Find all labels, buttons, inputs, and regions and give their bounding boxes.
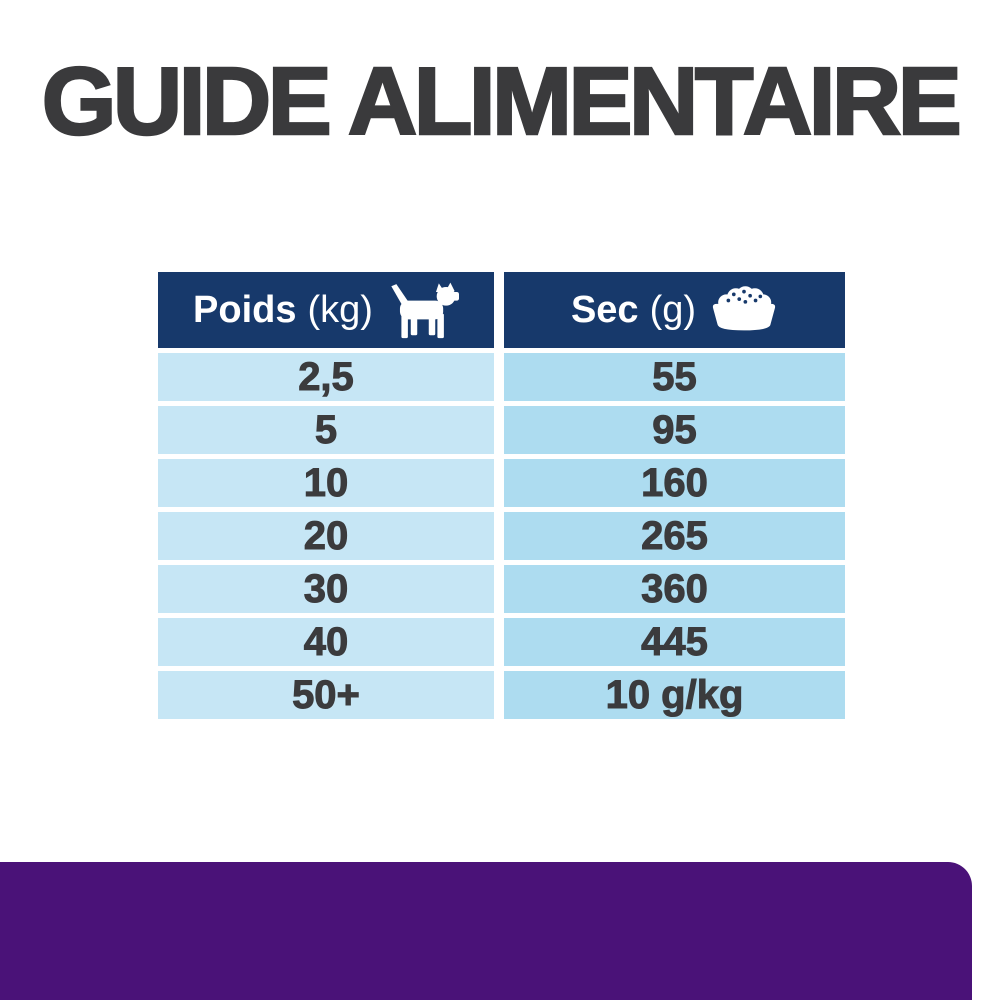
feeding-table — [158, 272, 845, 719]
table-header-poids — [158, 272, 494, 348]
cell-sec-row6: 445 — [504, 618, 845, 666]
cell-poids-row7: 50+ — [158, 671, 494, 719]
cell-poids-row3: 10 — [158, 459, 494, 507]
table-header-sec — [504, 272, 845, 348]
header-poids-unit: (kg) — [307, 289, 373, 331]
page-title: GUIDE ALIMENTAIRE — [41, 48, 959, 155]
header-sec-unit: (g) — [649, 289, 697, 331]
cell-sec-row1: 55 — [504, 353, 845, 401]
cell-sec-row7: 10 g/kg — [504, 671, 845, 719]
cell-poids-row5: 30 — [158, 565, 494, 613]
header-poids-label: Poids — [193, 289, 297, 331]
footer-purple-bar — [0, 862, 972, 1000]
cell-poids-row2: 5 — [158, 406, 494, 454]
cell-poids-row1: 2,5 — [158, 353, 494, 401]
cell-poids-row6: 40 — [158, 618, 494, 666]
cell-sec-row5: 360 — [504, 565, 845, 613]
header-sec-label: Sec — [570, 289, 639, 331]
cell-sec-row4: 265 — [504, 512, 845, 560]
cell-poids-row4: 20 — [158, 512, 494, 560]
dog-icon — [387, 281, 459, 339]
cell-sec-row3: 160 — [504, 459, 845, 507]
cell-sec-row2: 95 — [504, 406, 845, 454]
bowl-icon — [710, 285, 778, 335]
